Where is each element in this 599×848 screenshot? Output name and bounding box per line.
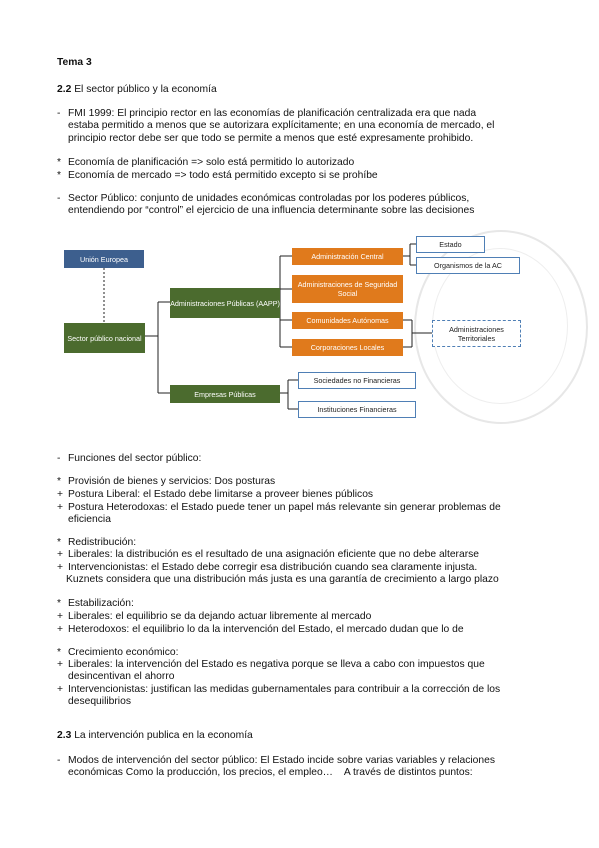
dash-marker: - xyxy=(57,193,61,204)
instituciones-financieras-box: Instituciones Financieras xyxy=(298,401,416,418)
plus-marker: + xyxy=(57,549,64,560)
plus-marker: + xyxy=(57,624,64,635)
bullet-text: Crecimiento económico: xyxy=(68,647,179,658)
bullet-text: Intervencionistas: justifican las medidas gubernamentales para contribuir a la corrección de los xyxy=(68,684,501,695)
bullet-text: Liberales: la intervención del Estado es negativa porque se lleva a cabo con impuestos que xyxy=(68,659,485,670)
union-europea-box: Unión Europea xyxy=(64,250,144,268)
empresas-publicas-box: Empresas Públicas xyxy=(170,385,280,403)
corporaciones-locales-box: Corporaciones Locales xyxy=(292,339,403,356)
bullet-text: Estabilización: xyxy=(68,598,134,609)
section-number: 2.2 xyxy=(57,84,72,95)
aapp-box: Administraciones Públicas (AAPP) xyxy=(170,288,280,318)
text-line: principio rector debe ser que todo se permite a menos que esté expresamente prohibido. xyxy=(68,132,474,144)
bullet-marker: * xyxy=(57,598,62,609)
text-line: FMI 1999: El principio rector en las economías de planificación centralizada era que nada xyxy=(68,108,477,119)
section-2-3-title xyxy=(57,730,253,742)
organismos-ac-box: Organismos de la AC xyxy=(416,257,520,274)
bullet-marker: * xyxy=(57,476,62,487)
bullet-text: Postura Liberal: el Estado debe limitarse a proveer bienes públicos xyxy=(68,489,374,500)
comunidades-autonomas-box: Comunidades Autónomas xyxy=(292,312,403,329)
bullet-text: Liberales: el equilibrio se da dejando actuar libremente al mercado xyxy=(68,611,372,622)
dash-marker: - xyxy=(57,755,61,766)
bullet-text: Redistribución: xyxy=(68,537,137,548)
bullet-text: Heterodoxos: el equilibrio lo da la intervención del Estado, el mercado dudan que lo de xyxy=(68,624,464,635)
modos-paragraph xyxy=(68,755,544,780)
plus-marker: + xyxy=(57,659,64,670)
dash-marker: - xyxy=(57,453,61,464)
funciones-heading: Funciones del sector público: xyxy=(68,453,202,464)
bullet-marker: * xyxy=(57,647,62,658)
text-line: Modos de intervención del sector público: El Estado incide sobre varias variables y relaciones xyxy=(68,755,495,766)
bullet-text: Economía de planificación => solo está permitido lo autorizado xyxy=(68,157,355,168)
bullet-text-continuation: eficiencia xyxy=(68,514,111,525)
bullet-text: Economía de mercado => todo está permitido excepto si se prohíbe xyxy=(68,170,378,181)
bullet-marker: * xyxy=(57,537,62,548)
plus-marker: + xyxy=(57,502,64,513)
bullet-text-continuation: desequilibrios xyxy=(68,696,131,707)
plus-marker: + xyxy=(57,611,64,622)
plus-marker: + xyxy=(57,684,64,695)
section-number: 2.3 xyxy=(57,730,72,741)
section-title-text: El sector público y la economía xyxy=(71,84,217,95)
admin-seg-social-box: Administraciones de Seguridad Social xyxy=(292,275,403,303)
bullet-text: Provisión de bienes y servicios: Dos posturas xyxy=(68,476,276,487)
text-line: estaba permitido a menos que se autorizara explícitamente; en una economía de mercado, el xyxy=(68,120,495,132)
bullet-text-continuation: desincentivan el ahorro xyxy=(68,671,175,682)
bullet-marker: * xyxy=(57,157,62,168)
section-title-text: La intervención publica en la economía xyxy=(71,730,253,741)
text-line: Sector Público: conjunto de unidades económicas controladas por los poderes públicos, xyxy=(68,193,470,204)
bullet-text: Postura Heterodoxas: el Estado puede tener un papel más relevante sin generar problemas de xyxy=(68,502,501,513)
estado-box: Estado xyxy=(416,236,485,253)
dash-marker: - xyxy=(57,108,61,119)
bullet-text: Liberales: la distribución es el resultado de una asignación eficiente que no debe alterarse xyxy=(68,549,480,560)
sociedades-no-financieras-box: Sociedades no Financieras xyxy=(298,372,416,389)
text-line: entendiendo por “control” el ejercicio de una influencia determinante sobre las decisiones xyxy=(68,205,475,217)
bullet-text: Intervencionistas: el Estado debe corregir esa distribución cuando sea claramente injusta. xyxy=(68,562,478,573)
document-heading: Tema 3 xyxy=(57,57,92,68)
admin-central-box: Administración Central xyxy=(292,248,403,265)
text-line: económicas Como la producción, los precios, el empleo… A través de distintos puntos: xyxy=(68,767,473,779)
bullet-marker: * xyxy=(57,170,62,181)
admin-territoriales-box: Administraciones Territoriales xyxy=(432,320,521,347)
plus-marker: + xyxy=(57,562,64,573)
sector-publico-nacional-box: Sector público nacional xyxy=(64,323,145,353)
bullet-text-continuation: Kuznets considera que una distribución más justa es una garantía de crecimiento a largo plazo xyxy=(66,574,499,585)
plus-marker: + xyxy=(57,489,64,500)
